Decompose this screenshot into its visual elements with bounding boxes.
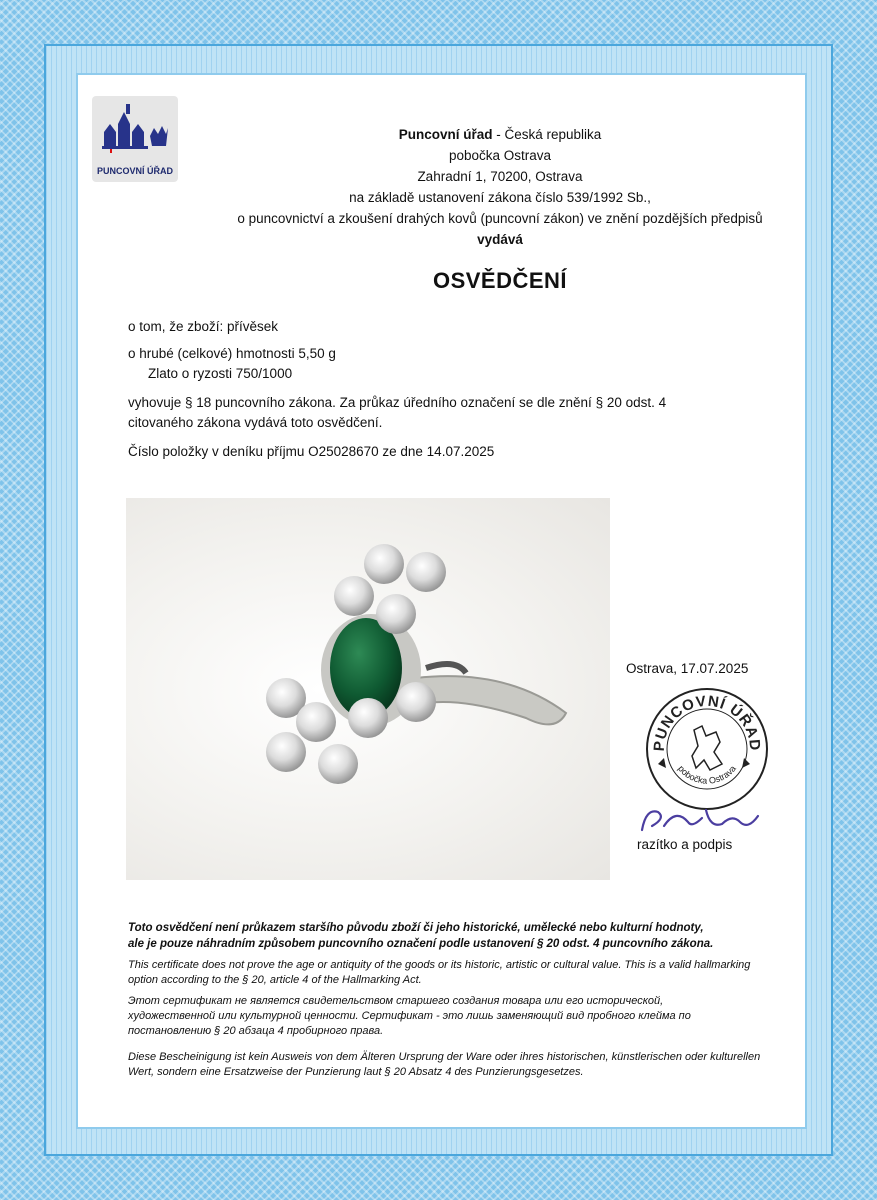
disclaimer-ru: Этот сертификат не является свидетельством старшего создания товара или его исторической, художественной или культурной ценности. Сертификат - это лишь заменяющий вид пробного клейма по постановлению § 20 абзаца 4 пробирного права. (128, 995, 691, 1037)
issues-label: vydává (477, 232, 523, 247)
disclaimer-cz-line-2: ale je pouze náhradním způsobem puncovního označení podle ustanovení § 20 odst. 4 puncovního zákona. (128, 938, 714, 950)
issuer-header (150, 124, 850, 250)
stamp-signature-caption: razítko a podpis (637, 837, 733, 852)
purity-line: Zlato o ryzosti 750/1000 (148, 366, 293, 381)
compliance-line-1: vyhovuje § 18 puncovního zákona. Za průkaz úředního označení se dle znění § 20 odst. 4 (128, 395, 667, 410)
svg-text:PUNCOVNÍ ÚŘAD (651, 693, 764, 752)
authority-branch: pobočka Ostrava (448, 148, 552, 163)
disclaimer-de: Diese Bescheinigung ist kein Ausweis von dem Älteren Ursprung der Ware oder ihres historischen, künstlerischen oder kulturellen Wert, sondern eine Ersatzweise der Punzierung laut § 20 Absatz 4 des Punzierungsgesetzes. (128, 1051, 761, 1078)
authority-country: - Česká republika (492, 127, 602, 142)
law-reference: na základě ustanovení zákona číslo 539/1992 Sb., (349, 190, 651, 205)
goods-line: o tom, že zboží: přívěsek (128, 319, 279, 334)
authority-name: Puncovní úřad (398, 127, 493, 142)
certificate-title: OSVĚDČENÍ (432, 268, 568, 293)
place-date: Ostrava, 17.07.2025 (626, 661, 749, 676)
item-photo (126, 498, 610, 880)
weight-line: o hrubé (celkové) hmotnosti 5,50 g (128, 346, 336, 361)
lion-emblem-icon (692, 726, 722, 770)
ring-illustration (126, 498, 610, 880)
disclaimer-cz-line-1: Toto osvědčení není průkazem staršího původu zboží či jeho historické, umělecké nebo kulturní hodnoty, (128, 922, 704, 934)
logo-caption: PUNCOVNÍ ÚŘAD (96, 166, 173, 176)
disclaimer-en: This certificate does not prove the age or antiquity of the goods or its historic, artistic or cultural value. This is a valid hallmarking option according to the § 20, article 4 of the Hallmarking Act. (128, 959, 751, 986)
stamp-top-text: PUNCOVNÍ ÚŘAD (650, 692, 764, 752)
log-number: Číslo položky v deníku příjmu O25028670 ze dne 14.07.2025 (128, 444, 495, 459)
compliance-line-2: citovaného zákona vydává toto osvědčení. (128, 415, 383, 430)
authority-address: Zahradní 1, 70200, Ostrava (417, 169, 583, 184)
official-stamp (644, 686, 770, 812)
law-description: o puncovnictví a zkoušení drahých kovů (puncovní zákon) ve znění pozdějších předpisů (237, 211, 763, 226)
stamp-bottom-text: pobočka Ostrava (676, 763, 738, 786)
